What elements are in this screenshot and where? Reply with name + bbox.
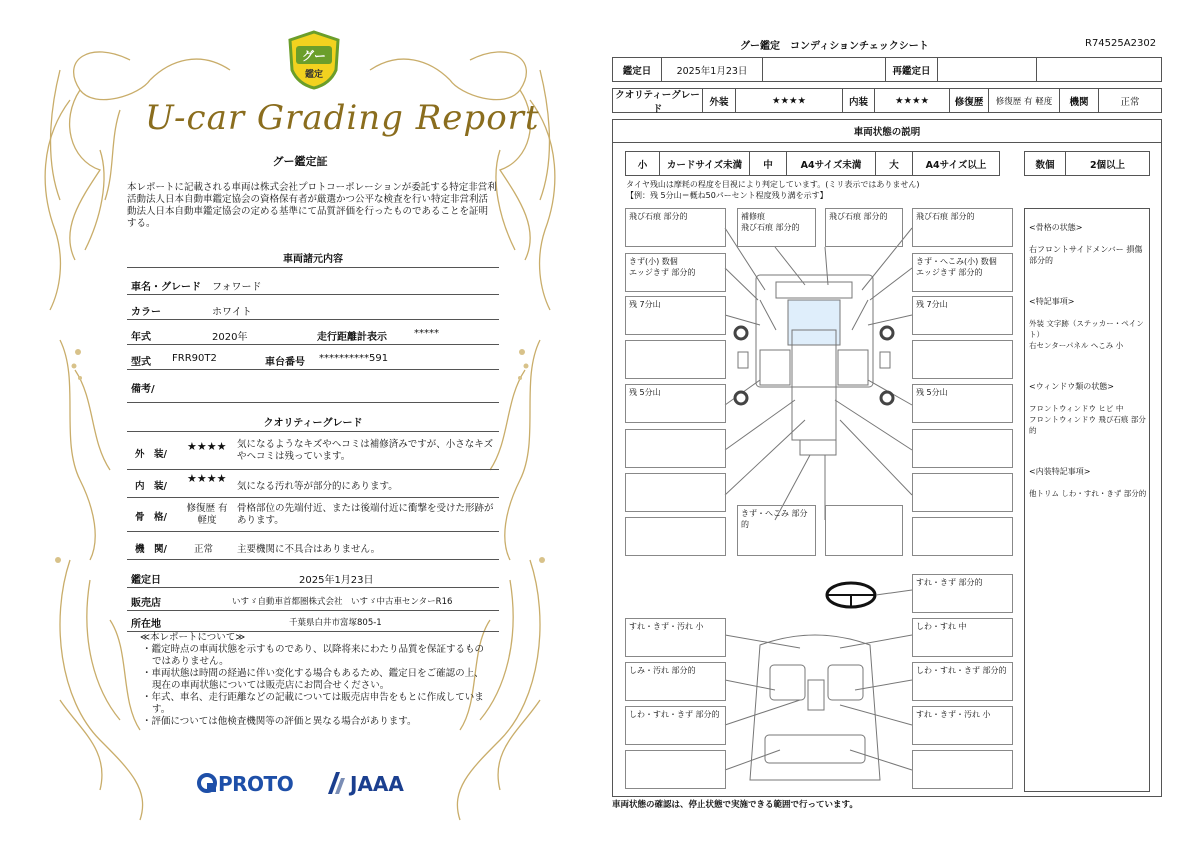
date-label-cell: 鑑定日	[612, 57, 662, 82]
svg-text:グー: グー	[301, 49, 327, 63]
date-value-cell: 2025年1月23日	[661, 57, 763, 82]
damage-box: すれ・きず・汚れ 小	[912, 706, 1013, 745]
about-item: ・評価については他検査機関等の評価と異なる場合があります。	[142, 716, 417, 727]
about-item: ・車両状態は時間の経過に伴い変化する場合もあるため、鑑定日をご確認の上、現在の車両状態については販売店にお問合せください。	[142, 668, 484, 691]
tire-note-2: 【例：残 5分山＝概ね50パーセント程度残り溝を示す】	[626, 191, 828, 200]
damage-box: しわ・すれ・きず 部分的	[912, 662, 1013, 701]
size-large-desc-cell: A4サイズ以上	[912, 151, 1000, 176]
spec-model-label: 型式	[131, 357, 151, 368]
spec-row-name	[127, 272, 499, 295]
grade-stars: ★★★★	[187, 472, 227, 485]
footer-note: 車両状態の確認は、停止状態で実施できる範囲で行っています。	[612, 800, 858, 810]
count-label-cell: 数個	[1024, 151, 1066, 176]
grade-stars: ★★★★	[187, 440, 227, 453]
inspection-date-value: 2025年1月23日	[299, 575, 374, 586]
damage-box: しわ・すれ・きず 部分的	[625, 706, 726, 745]
damage-box	[912, 750, 1013, 789]
ext-label-cell: 外装	[702, 88, 736, 113]
damage-box	[625, 340, 726, 379]
notes-panel	[1024, 208, 1150, 792]
damage-box	[912, 340, 1013, 379]
grade-desc: 気になるようなキズやヘコミは補修済みですが、小さなキズやヘコミは残っています。	[237, 439, 494, 462]
size-mid-cell: 中	[749, 151, 787, 176]
reinspect-label-cell: 再鑑定日	[885, 57, 938, 82]
sheet-id: R74525A2302	[1085, 38, 1157, 49]
repair-value-cell: 修復歴 有 軽度	[988, 88, 1060, 113]
int-label-cell: 内装	[842, 88, 875, 113]
proto-logo-icon	[196, 772, 218, 796]
about-item: ・年式、車名、走行距離などの記載については販売店申告をもとに作成しています。	[142, 692, 484, 715]
spec-chassis-label: 車台番号	[265, 357, 305, 368]
state-title-cell: 車両状態の説明	[612, 119, 1162, 143]
damage-box: 飛び石痕 部分的	[825, 208, 903, 247]
ext-value-cell: ★★★★	[735, 88, 843, 113]
size-small-cell: 小	[625, 151, 660, 176]
window-body: フロントウィンドウ ヒビ 中 フロントウィンドウ 飛び石痕 部分的	[1029, 404, 1146, 435]
spec-odo-value: *****	[414, 328, 439, 339]
tire-note-1: タイヤ残山は摩耗の程度を目視により判定しています。(ミリ表示ではありません)	[626, 180, 920, 189]
spec-color-label: カラー	[131, 307, 161, 318]
spec-year-label: 年式	[131, 332, 151, 343]
certificate-title: グー鑑定証	[272, 155, 328, 168]
spec-model-value: FRR90T2	[172, 353, 217, 364]
repair-label-cell: 修復歴	[949, 88, 989, 113]
location-label: 所在地	[131, 619, 161, 630]
about-item: ・鑑定時点の車両状態を示すものであり、以降将来にわたり品質を保証するものではありません。	[142, 644, 485, 667]
grade-row-engine	[127, 533, 499, 560]
damage-box: きず・へこみ(小) 数個 エッジきず 部分的	[912, 253, 1013, 292]
damage-box	[912, 517, 1013, 556]
grade-value: 修復歴 有 軽度	[186, 503, 228, 526]
grade-value: 正常	[194, 544, 214, 555]
quality-section-title: クオリティーグレード	[263, 418, 363, 429]
spec-chassis-value: **********591	[319, 353, 389, 364]
spec-row-model	[127, 347, 499, 370]
engine-label-cell: 機関	[1059, 88, 1099, 113]
damage-box	[625, 473, 726, 512]
frame-body: 右フロントサイドメンバー 損傷 部分的	[1029, 245, 1143, 265]
grade-label: 外 装/	[135, 449, 167, 460]
spec-year-value: 2020年	[212, 332, 248, 343]
proto-logo-text: PROTO	[218, 772, 294, 796]
goo-kantei-badge-icon	[286, 30, 342, 90]
grade-row-exterior	[127, 436, 499, 470]
spec-section-title: 車両諸元内容	[283, 254, 343, 265]
spec-row-color	[127, 297, 499, 320]
grade-desc: 骨格部位の先端付近、または後端付近に衝撃を受けた形跡があります。	[237, 503, 494, 526]
report-title: U-car Grading Report	[145, 98, 540, 138]
damage-box: 補修痕 飛び石痕 部分的	[737, 208, 816, 247]
damage-box: 残 5分山	[912, 384, 1013, 423]
location-row	[127, 609, 499, 632]
jaaa-logo-icon	[326, 770, 348, 796]
spec-row-remarks	[127, 372, 499, 403]
certificate-intro: 本レポートに記載される車両は株式会社プロトコーポレーションが委託する特定非営利活動法人日本自動車鑑定協会の資格保有者が厳選かつ公平な検査を行い特定非営利活動法人日本自動車鑑定協会の定める基準にて品質評価を行ったものであることを証明する。	[127, 182, 497, 229]
sheet-title: グー鑑定 コンディションチェックシート	[740, 41, 929, 52]
damage-box: しみ・汚れ 部分的	[625, 662, 726, 701]
damage-box	[912, 429, 1013, 468]
damage-box: 残 7分山	[912, 296, 1013, 335]
size-mid-desc-cell: A4サイズ未満	[786, 151, 876, 176]
damage-box	[825, 505, 903, 556]
spec-odo-label: 走行距離計表示	[317, 332, 387, 343]
damage-box	[625, 750, 726, 789]
grade-label: 内 装/	[135, 481, 167, 492]
special-title: <特記事項>	[1029, 297, 1075, 306]
damage-box: 飛び石痕 部分的	[912, 208, 1013, 247]
damage-box: 飛び石痕 部分的	[625, 208, 726, 247]
special-body: 外装 文字跡（ステッカー・ペイント） 右センターパネル へこみ 小	[1029, 319, 1144, 350]
damage-box: すれ・きず・汚れ 小	[625, 618, 726, 657]
window-title: <ウィンドウ類の状態>	[1029, 382, 1114, 391]
spec-name-value: フォワード	[212, 282, 262, 293]
about-report	[140, 632, 490, 728]
int-value-cell: ★★★★	[874, 88, 950, 113]
spec-name-label: 車名・グレード	[131, 282, 201, 293]
damage-box: しわ・すれ 中	[912, 618, 1013, 657]
inspection-date-row	[127, 565, 499, 588]
dealer-label: 販売店	[131, 598, 161, 609]
damage-box: 残 5分山	[625, 384, 726, 423]
damage-box	[912, 473, 1013, 512]
spec-remarks-label: 備考/	[131, 384, 155, 395]
grade-desc: 気になる汚れ等が部分的にあります。	[237, 481, 398, 492]
interior-title: <内装特記事項>	[1029, 467, 1091, 476]
inspection-date-label: 鑑定日	[131, 575, 161, 586]
interior-body: 他トリム しわ・すれ・きず 部分的	[1029, 489, 1147, 498]
damage-box	[625, 517, 726, 556]
dealer-row	[127, 588, 499, 611]
jaaa-logo-text: JAAA	[350, 772, 404, 796]
size-small-desc-cell: カードサイズ未満	[659, 151, 750, 176]
damage-box: きず(小) 数個 エッジきず 部分的	[625, 253, 726, 292]
damage-box	[625, 429, 726, 468]
dealer-value: いすゞ自動車首都圏株式会社 いすゞ中古車センターR16	[232, 597, 453, 607]
engine-value-cell: 正常	[1098, 88, 1162, 113]
location-value: 千葉県白井市富塚805-1	[289, 618, 382, 628]
grade-row-frame	[127, 499, 499, 532]
damage-box: 残 7分山	[625, 296, 726, 335]
frame-title: <骨格の状態>	[1029, 223, 1083, 232]
grade-row-interior	[127, 471, 499, 498]
condition-check-sheet	[600, 0, 1200, 848]
quality-label-cell: クオリティーグレード	[612, 88, 703, 113]
damage-box: きず・へこみ 部分的	[737, 505, 816, 556]
spec-row-year	[127, 322, 499, 345]
spec-color-value: ホワイト	[212, 307, 252, 318]
svg-text:鑑定: 鑑定	[304, 70, 324, 80]
damage-box: すれ・きず 部分的	[912, 574, 1013, 613]
grade-label: 骨 格/	[135, 512, 167, 523]
size-large-cell: 大	[875, 151, 913, 176]
count-desc-cell: 2個以上	[1065, 151, 1150, 176]
grade-desc: 主要機関に不具合はありません。	[237, 544, 381, 555]
grade-label: 機 関/	[135, 544, 167, 555]
about-title: ≪本レポートについて≫	[140, 632, 246, 643]
